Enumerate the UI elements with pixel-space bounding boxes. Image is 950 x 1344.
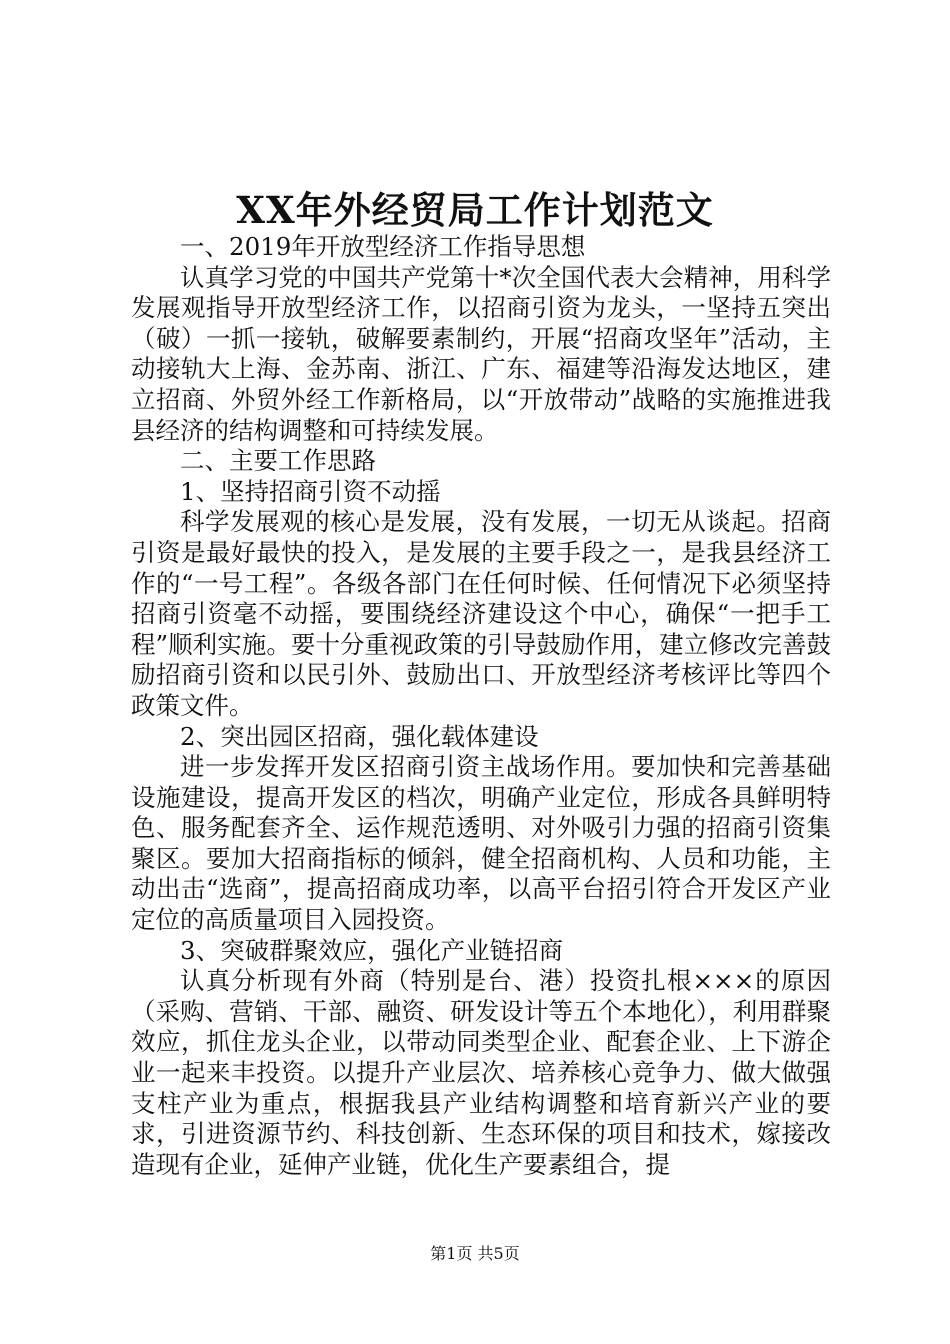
paragraph-park-investment: 进一步发挥开发区招商引资主战场作用。要加快和完善基础设施建设，提高开发区的档次，明确产业定位，形成各具鲜明特色、服务配套齐全、运作规范透明、对外吸引力强的招商引资集聚区。要加大招商指标的倾斜，健全招商机构、人员和功能，主动出击“选商”，提高招商成功率，以高平台招引符合开发区产业定位的高质量项目入园投资。 <box>131 752 831 935</box>
paragraph-guiding-thought: 认真学习党的中国共产党第十*次全国代表大会精神，用科学发展观指导开放型经济工作，以招商引资为龙头，一坚持五突出（破）一抓一接轨，破解要素制约，开展“招商攻坚年”活动，主动接轨大上海、金苏南、浙江、广东、福建等沿海发达地区，建立招商、外贸外经工作新格局，以“开放带动”战略的实施推进我县经济的结构调整和可持续发展。 <box>131 262 831 445</box>
heading-guiding-thought: 一、2019年开放型经济工作指导思想 <box>180 232 586 261</box>
paragraph-investment: 科学发展观的核心是发展，没有发展，一切无从谈起。招商引资是最好最快的投入，是发展的主要手段之一，是我县经济工作的“一号工程”。各级各部门在任何时候、任何情况下必须坚持招商引资毫不动摇，要围绕经济建设这个中心，确保“一把手工程”顺利实施。要十分重视政策的引导鼓励作用，建立修改完善鼓励招商引资和以民引外、鼓励出口、开放型经济考核评比等四个政策文件。 <box>131 507 831 720</box>
page-footer: 第1页 共5页 <box>430 1244 520 1263</box>
paragraph-industry-chain: 认真分析现有外商（特别是台、港）投资扎根×××的原因（采购、营销、干部、融资、研发设计等五个本地化），利用群聚效应，抓住龙头企业，以带动同类型企业、配套企业、上下游企业一起来丰投资。以提升产业层次、培养核心竞争力、做大做强支柱产业为重点，根据我县产业结构调整和培育新兴产业的要求，引进资源节约、科技创新、生态环保的项目和技术，嫁接改造现有企业，延伸产业链，优化生产要素组合，提 <box>131 966 831 1179</box>
heading-main-ideas: 二、主要工作思路 <box>180 446 376 476</box>
document-body <box>131 232 831 1180</box>
subheading-investment: 1、坚持招商引资不动摇 <box>180 476 441 506</box>
subheading-park-investment: 2、突出园区招商，强化载体建设 <box>180 721 539 751</box>
page-title: XX年外经贸局工作计划范文 <box>236 188 714 232</box>
subheading-industry-chain: 3、突破群聚效应，强化产业链招商 <box>180 935 564 965</box>
